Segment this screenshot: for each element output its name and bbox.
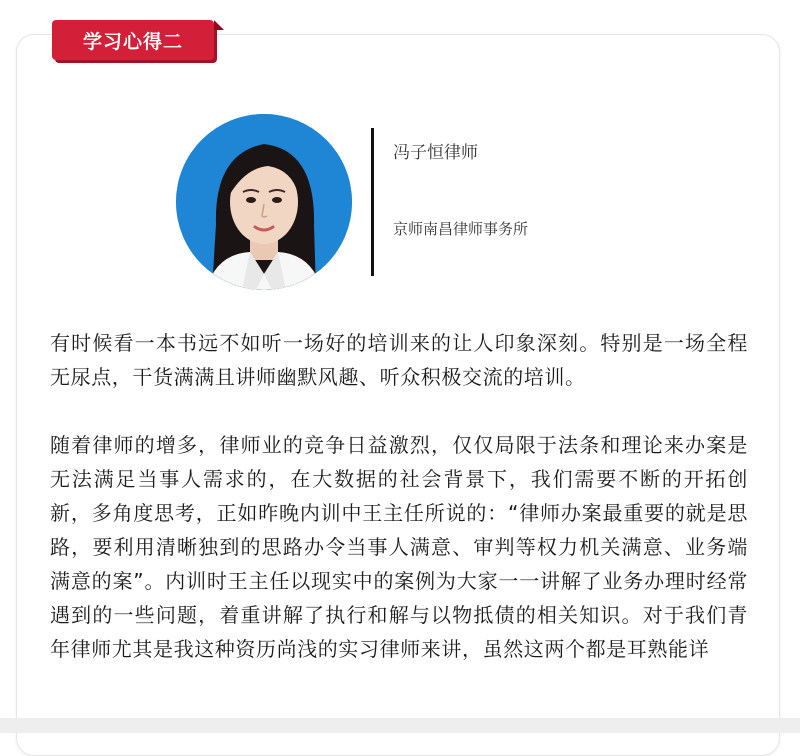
author-divider bbox=[371, 128, 374, 276]
author-firm: 京师南昌律师事务所 bbox=[393, 220, 529, 238]
paragraph-2: 随着律师的增多，律师业的竞争日益激烈，仅仅局限于法条和理论来办案是无法满足当事人需求的，在大数据的社会背景下，我们需要不断的开拓创新，多角度思考，正如昨晚内训中王主任所说的：“律师办案最重要的就是思路，要利用清晰独到的思路办令当事人满意、审判等权力机关满意、业务端满意的案”。内训时王主任以现实中的案例为大家一一讲解了业务办理时经常遇到的一些问题，着重讲解了执行和解与以物抵债的相关知识。对于我们青年律师尤其是我这种资历尚浅的实习律师来讲，虽然这两个都是耳熟能详 bbox=[50, 433, 748, 661]
tag-fold-decoration bbox=[214, 20, 224, 30]
section-tag: 学习心得二 bbox=[52, 20, 214, 60]
bottom-bar bbox=[0, 718, 800, 733]
article-body bbox=[50, 326, 748, 700]
portrait-photo bbox=[176, 114, 352, 290]
author-avatar bbox=[176, 114, 352, 290]
paragraph-1: 有时候看一本书远不如听一场好的培训来的让人印象深刻。特别是一场全程无尿点，干货满满且讲师幽默风趣、听众积极交流的培训。 bbox=[50, 331, 748, 389]
author-name: 冯子恒律师 bbox=[393, 143, 478, 163]
